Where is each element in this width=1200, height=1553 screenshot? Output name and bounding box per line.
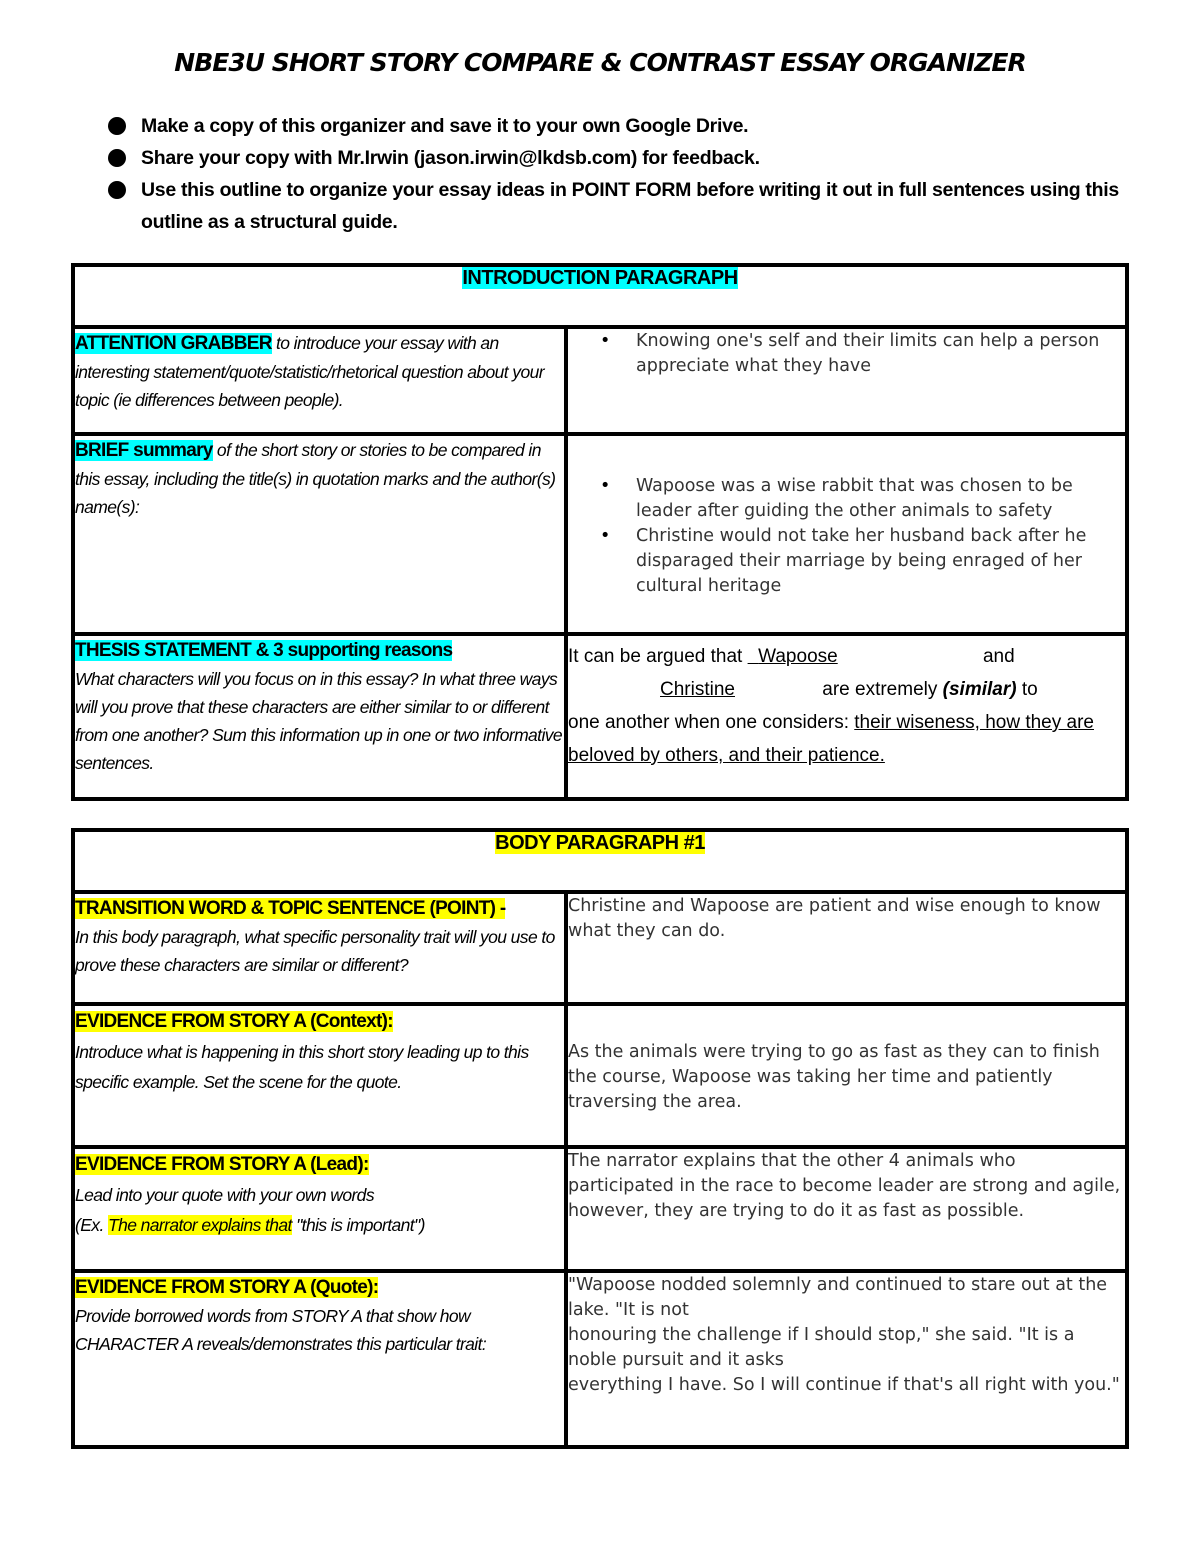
lead-answer: The narrator explains that the other 4 animals who participated in the race to become leader are strong and agile, however, they are trying to do it as fast as possible.	[568, 1151, 1121, 1221]
topic-answer-cell[interactable]	[566, 892, 1127, 1004]
topic-prompt: In this body paragraph, what specific personality trait will you use to prove these characters are similar or different?	[75, 927, 555, 975]
thesis-answer-cell[interactable]	[566, 634, 1127, 799]
quote-answer-cell[interactable]	[566, 1271, 1127, 1447]
instruction-item: Make a copy of this organizer and save it to your own Google Drive.	[108, 110, 1178, 142]
bullet-icon	[108, 149, 126, 167]
introduction-table	[71, 263, 1129, 801]
instruction-item: Share your copy with Mr.Irwin (jason.irwin@lkdsb.com) for feedback.	[108, 142, 1178, 174]
attention-prompt: to introduce your essay with an interesting statement/quote/statistic/rhetorical question about your topic (ie differences between people).	[75, 333, 544, 410]
character-a-field[interactable]: Wapoose	[758, 646, 838, 667]
topic-answer: Christine and Wapoose are patient and wise enough to know what they can do.	[568, 896, 1101, 941]
quote-label: EVIDENCE FROM STORY A (Quote):	[75, 1277, 379, 1298]
topic-label: TRANSITION WORD & TOPIC SENTENCE (POINT) -	[75, 898, 506, 919]
context-answer: As the animals were trying to go as fast as they can to finish the course, Wapoose was taking her time and patiently traversing the area.	[568, 1042, 1100, 1112]
thesis-label: THESIS STATEMENT & 3 supporting reasons	[75, 640, 453, 661]
introduction-heading-cell	[73, 265, 1127, 327]
body1-heading-cell	[73, 830, 1127, 892]
bullet-icon	[108, 117, 126, 135]
quote-answer-line: honouring the challenge if I should stop," she said. "It is a noble pursuit and it asks	[568, 1325, 1075, 1370]
topic-prompt-cell	[73, 892, 566, 1004]
relation-word: (similar)	[942, 679, 1017, 700]
lead-example-highlight: The narrator explains that	[107, 1215, 292, 1235]
body-paragraph-1-table	[71, 828, 1129, 1449]
lead-label: EVIDENCE FROM STORY A (Lead):	[75, 1154, 369, 1175]
lead-answer-cell[interactable]	[566, 1147, 1127, 1271]
introduction-heading: INTRODUCTION PARAGRAPH	[462, 267, 738, 289]
attention-label: ATTENTION GRABBER	[75, 333, 272, 354]
quote-answer-line: "Wapoose nodded solemnly and continued to stare out at the lake. "It is not	[568, 1275, 1108, 1320]
summary-answer-cell[interactable]	[566, 434, 1127, 634]
quote-answer-line: everything I have. So I will continue if that's all right with you."	[568, 1375, 1120, 1395]
context-answer-cell[interactable]	[566, 1004, 1127, 1147]
context-prompt-cell	[73, 1004, 566, 1147]
summary-prompt: of the short story or stories to be compared in this essay, including the title(s) in quotation marks and the author(s) name(s):	[75, 440, 556, 517]
lead-prompt: Lead into your quote with your own words	[75, 1185, 374, 1205]
attention-prompt-cell	[73, 327, 566, 434]
summary-prompt-cell	[73, 434, 566, 634]
attention-answer-cell[interactable]	[566, 327, 1127, 434]
summary-label: BRIEF summary	[75, 440, 213, 461]
page-title: NBE3U SHORT STORY COMPARE & CONTRAST ESSAY ORGANIZER	[174, 48, 1026, 77]
thesis-reasons[interactable]: their wiseness, how they are beloved by others, and their patience.	[568, 712, 1094, 766]
context-prompt: Introduce what is happening in this short story leading up to this specific example. Set the scene for the quote.	[75, 1042, 529, 1092]
bullet-icon	[108, 181, 126, 199]
quote-prompt-cell	[73, 1271, 566, 1447]
instruction-item: Use this outline to organize your essay ideas in POINT FORM before writing it out in full sentences using this outline as a structural guide.	[108, 174, 1178, 238]
thesis-prompt-cell	[73, 634, 566, 799]
summary-answer: • Wapoose was a wise rabbit that was chosen to be leader after guiding the other animals to safety	[636, 474, 1125, 524]
body1-heading: BODY PARAGRAPH #1	[495, 832, 705, 854]
summary-answer: • Christine would not take her husband back after he disparaged their marriage by being enraged of her cultural heritage	[636, 524, 1125, 599]
thesis-statement: It can be argued that Wapoose and Christine are extremely (similar) to one another when one considers: their wiseness, how they are beloved by others, and their patience.	[568, 646, 1094, 766]
instructions-list	[108, 110, 1178, 238]
thesis-prompt: What characters will you focus on in this essay? In what three ways will you prove that these characters are either similar to or different from one another? Sum this information up in one or two informative sentences.	[75, 669, 563, 773]
attention-answer: • Knowing one's self and their limits can help a person appreciate what they have	[636, 329, 1125, 379]
context-label: EVIDENCE FROM STORY A (Context):	[75, 1011, 393, 1032]
lead-prompt-cell: EVIDENCE FROM STORY A (Lead): Lead into your quote with your own words (Ex. The narrator explains that "this is important")	[73, 1147, 566, 1271]
quote-prompt: Provide borrowed words from STORY A that show how CHARACTER A reveals/demonstrates this particular trait:	[75, 1306, 487, 1354]
character-b-field[interactable]: Christine	[660, 679, 735, 700]
